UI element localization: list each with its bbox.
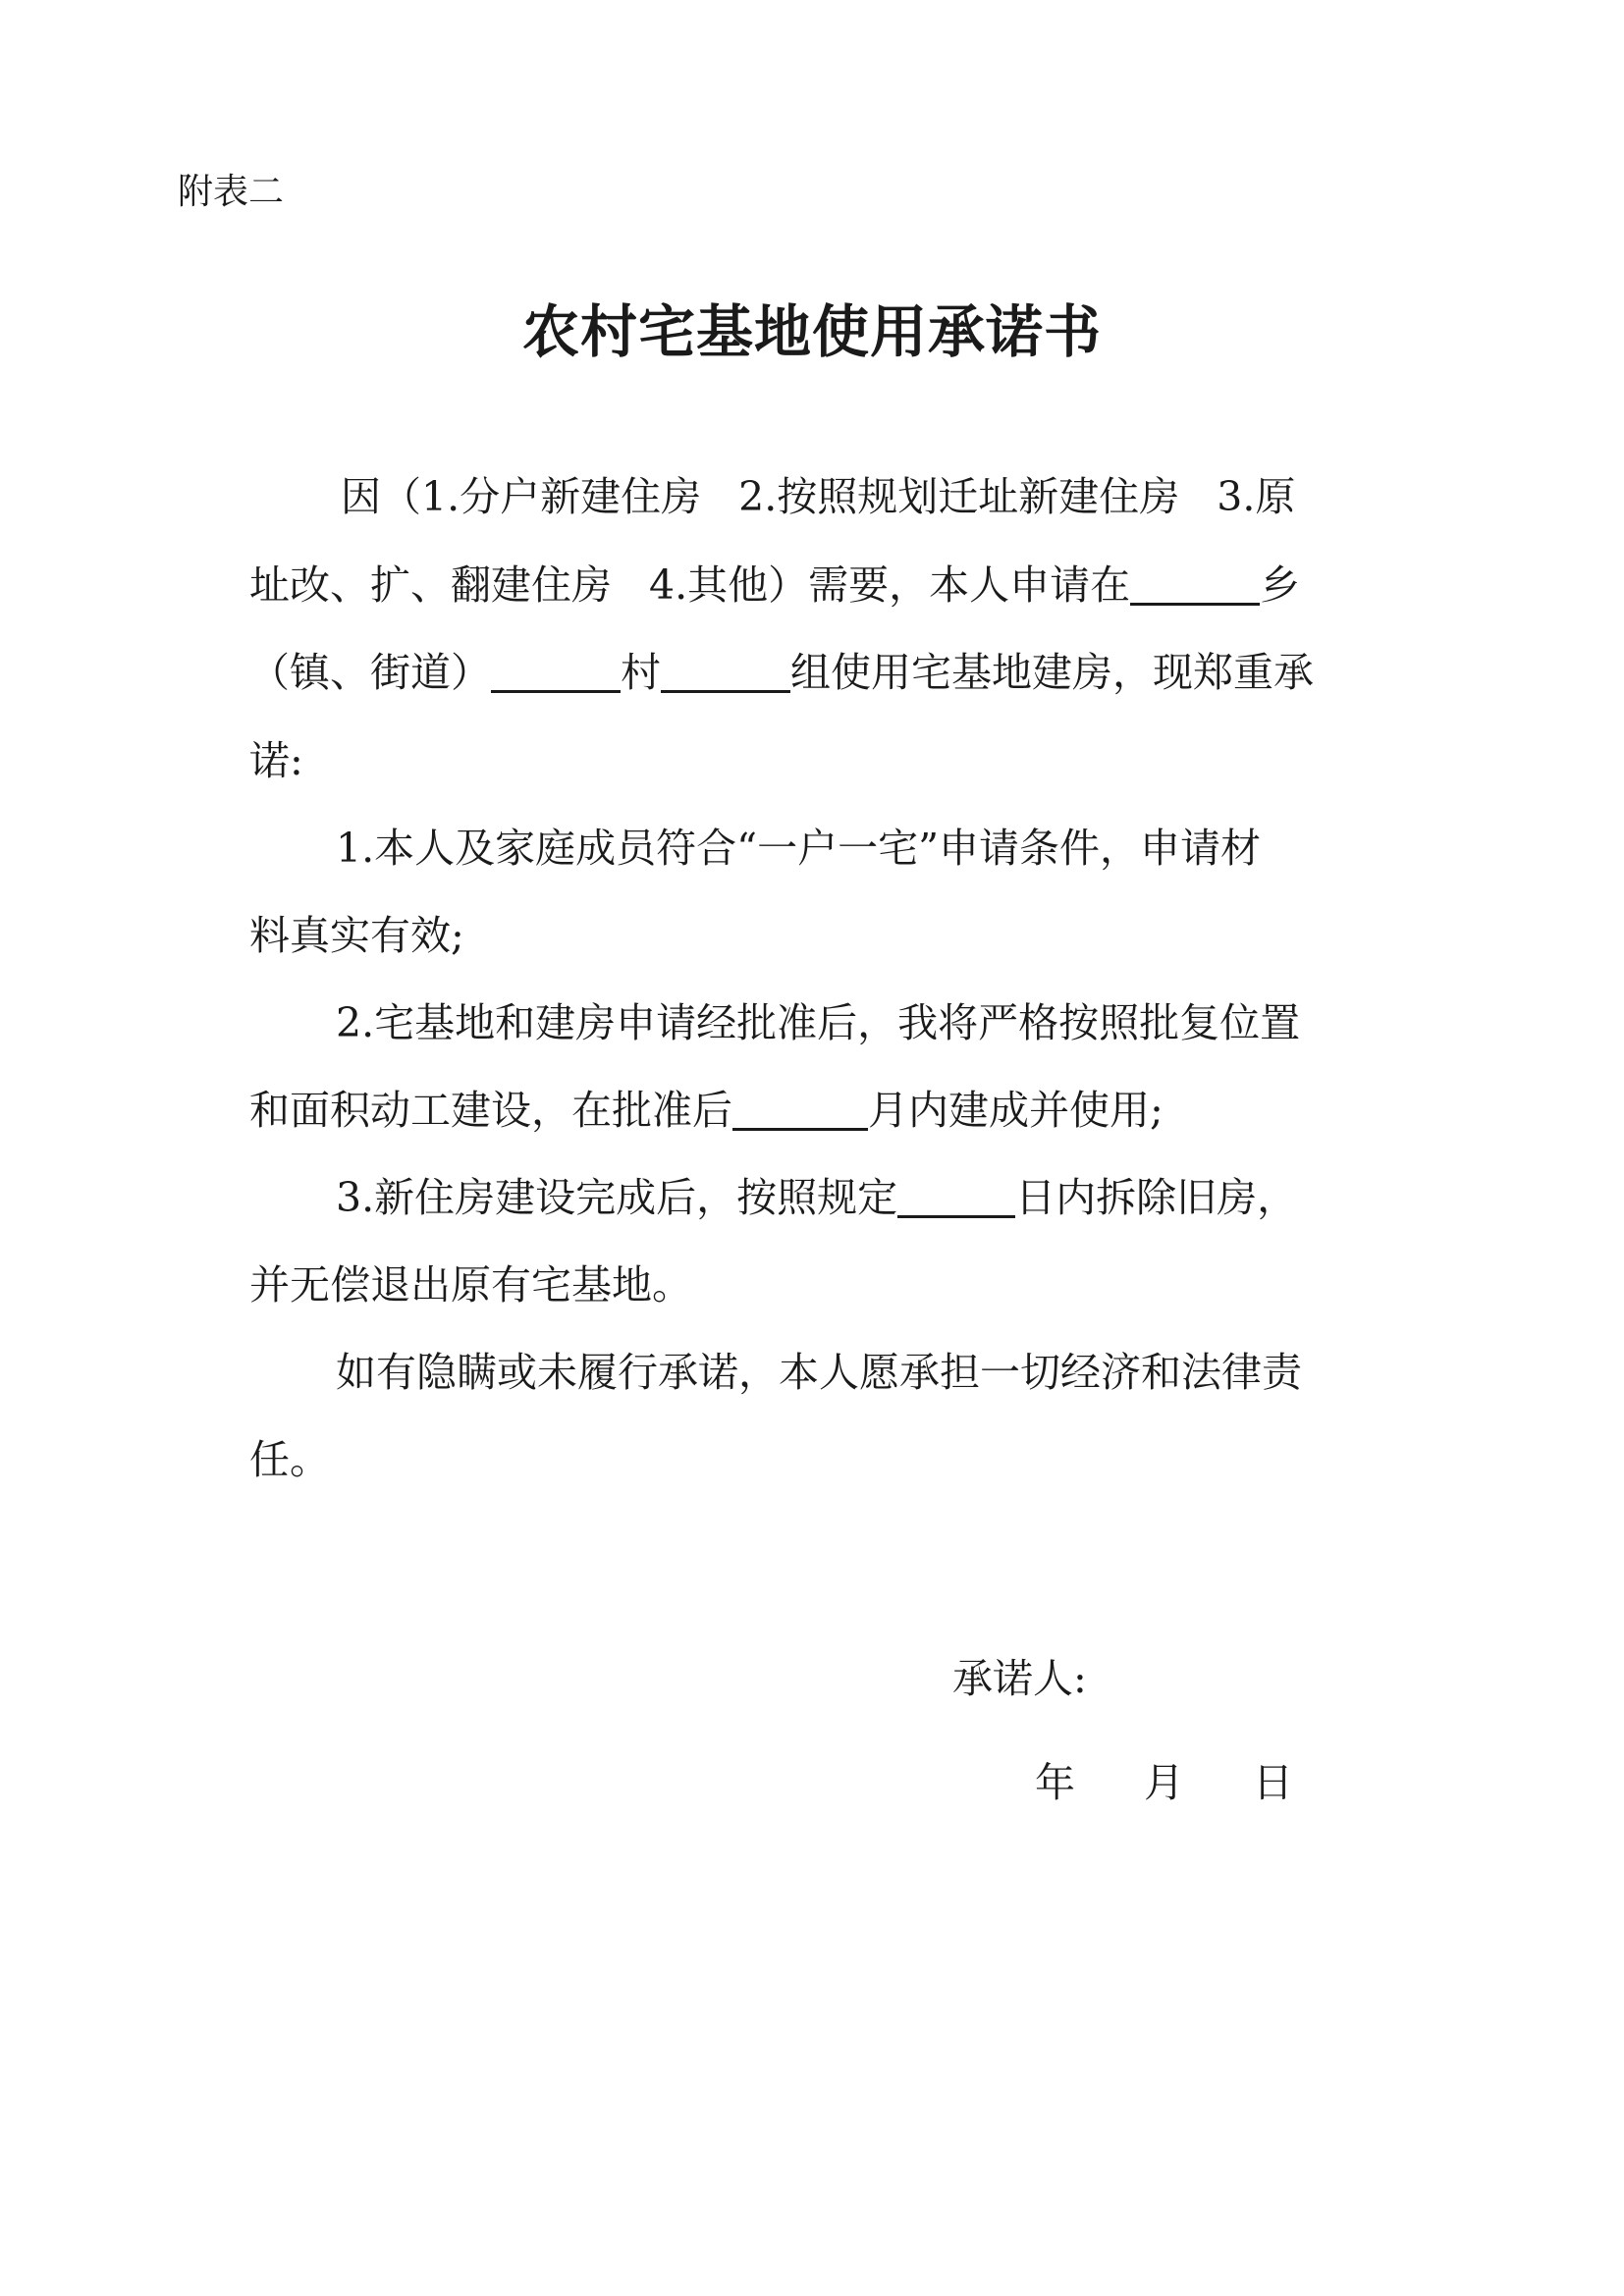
township-blank[interactable]	[1130, 556, 1260, 606]
item-1-line-2: 料真实有效;	[249, 912, 464, 959]
village-blank[interactable]	[661, 643, 790, 693]
closing-line-2: 任。	[249, 1436, 330, 1483]
signature-label: 承诺人:	[952, 1655, 1087, 1702]
item-3-line-1: 3.新住房建设完成后，按照规定 日内拆除旧房，	[336, 1168, 1297, 1227]
annex-label: 附表二	[178, 172, 285, 212]
signature-date	[1035, 1753, 1293, 1812]
date-year: 年	[1035, 1759, 1075, 1806]
item-2-line-2: 和面积动工建设，在批准后 月内建成并使用;	[249, 1081, 1164, 1140]
item-1-line-1: 1.本人及家庭成员符合“一户一宅”申请条件，申请材	[336, 825, 1262, 872]
days-blank[interactable]	[897, 1168, 1015, 1218]
intro-line-1: 因（1.分户新建住房 2.按照规划迁址新建住房 3.原	[341, 473, 1296, 520]
date-month: 月	[1144, 1759, 1184, 1806]
document-title: 农村宅基地使用承诺书	[521, 298, 1102, 365]
date-day: 日	[1253, 1759, 1293, 1806]
intro-line-4: 诺:	[249, 737, 303, 784]
item-2-line-1: 2.宅基地和建房申请经批准后，我将严格按照批复位置	[336, 999, 1301, 1046]
item-3-line-2: 并无偿退出原有宅基地。	[249, 1261, 692, 1308]
intro-line-2: 址改、扩、翻建住房 4.其他）需要，本人申请在 乡	[249, 556, 1300, 614]
intro-line-3: （镇、街道） 村 组使用宅基地建房，现郑重承	[249, 643, 1314, 702]
closing-line-1: 如有隐瞒或未履行承诺，本人愿承担一切经济和法律责	[336, 1349, 1302, 1396]
months-blank[interactable]	[732, 1081, 868, 1131]
street-blank[interactable]	[491, 643, 621, 693]
